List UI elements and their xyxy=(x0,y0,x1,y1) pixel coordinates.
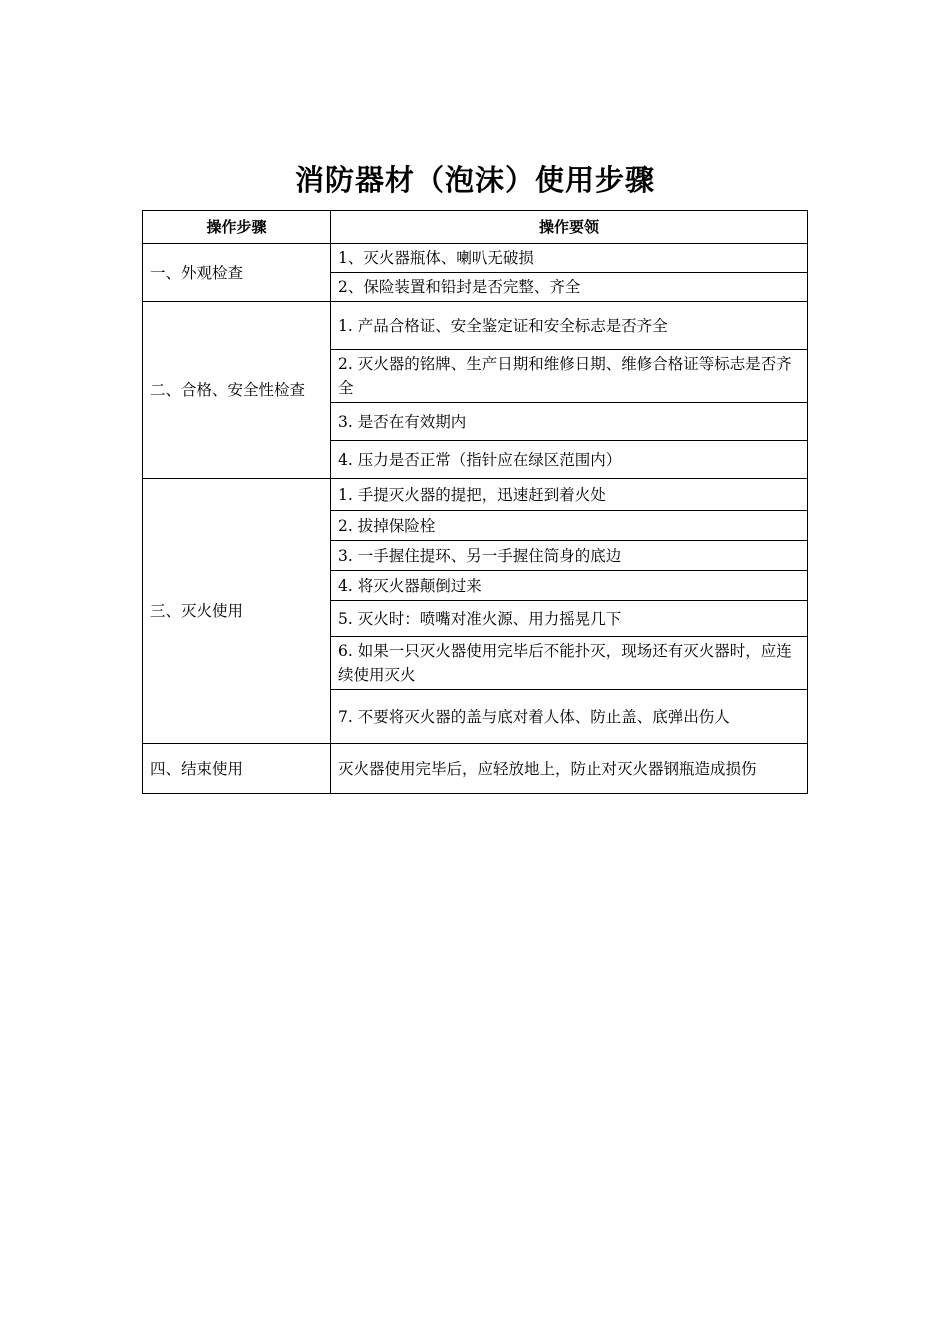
table-row xyxy=(143,302,808,350)
table-row xyxy=(143,244,808,273)
step-cell-end-use: 四、结束使用 xyxy=(143,744,331,794)
step-cell-safety-check: 二、合格、安全性检查 xyxy=(143,302,331,479)
key-point-cell: 3. 是否在有效期内 xyxy=(331,403,808,441)
key-point-cell: 1、灭火器瓶体、喇叭无破损 xyxy=(331,244,808,273)
key-point-cell: 1. 产品合格证、安全鉴定证和安全标志是否齐全 xyxy=(331,302,808,350)
key-point-cell: 4. 压力是否正常（指针应在绿区范围内） xyxy=(331,441,808,479)
column-header-key-points: 操作要领 xyxy=(331,211,808,244)
key-point-cell: 灭火器使用完毕后，应轻放地上，防止对灭火器钢瓶造成损伤 xyxy=(331,744,808,794)
key-point-cell: 2、保险装置和铅封是否完整、齐全 xyxy=(331,273,808,302)
step-cell-extinguishing-use: 三、灭火使用 xyxy=(143,479,331,744)
key-point-cell: 3. 一手握住提环、另一手握住筒身的底边 xyxy=(331,541,808,571)
key-point-cell: 7. 不要将灭火器的盖与底对着人体、防止盖、底弹出伤人 xyxy=(331,690,808,744)
key-point-cell: 5. 灭火时：喷嘴对准火源、用力摇晃几下 xyxy=(331,601,808,637)
steps-table xyxy=(142,210,808,794)
key-point-cell: 4. 将灭火器颠倒过来 xyxy=(331,571,808,601)
key-point-cell: 6. 如果一只灭火器使用完毕后不能扑灭，现场还有灭火器时，应连续使用灭火 xyxy=(331,637,808,690)
key-point-cell: 2. 拔掉保险栓 xyxy=(331,511,808,541)
table-row xyxy=(143,479,808,511)
table-row xyxy=(143,744,808,794)
table-header-row xyxy=(143,211,808,244)
key-point-cell: 1. 手提灭火器的提把，迅速赶到着火处 xyxy=(331,479,808,511)
page-title: 消防器材（泡沫）使用步骤 xyxy=(294,163,655,197)
step-cell-appearance-check: 一、外观检查 xyxy=(143,244,331,302)
column-header-step: 操作步骤 xyxy=(143,211,331,244)
key-point-cell: 2. 灭火器的铭牌、生产日期和维修日期、维修合格证等标志是否齐全 xyxy=(331,350,808,403)
